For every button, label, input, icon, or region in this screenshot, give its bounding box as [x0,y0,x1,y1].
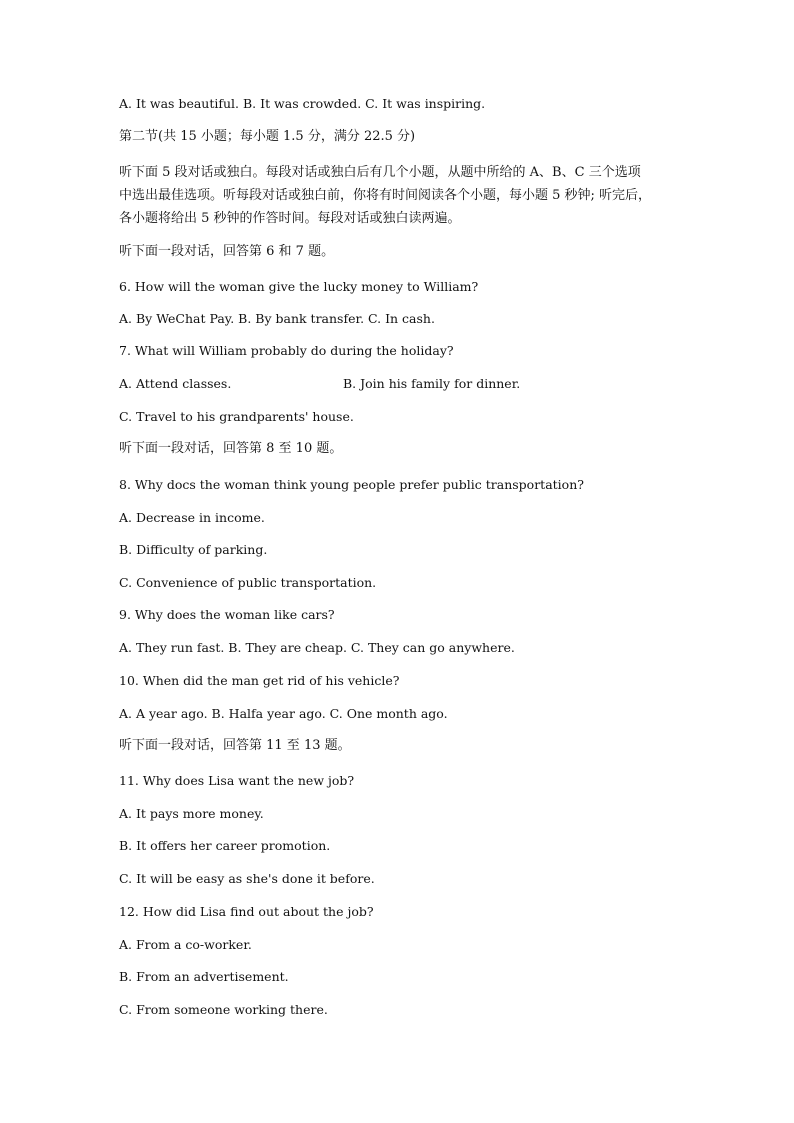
question-11-option-a: A. It pays more money. [119,806,264,821]
dialogue-6-7-heading: 听下面一段对话，回答第 6 和 7 题。 [119,244,335,259]
question-9: 9. Why does the woman like cars? [119,607,335,622]
question-12-option-a: A. From a co-worker. [119,937,252,952]
question-10: 10. When did the man get rid of his vehicle? [119,673,400,688]
question-12: 12. How did Lisa find out about the job? [119,904,374,919]
question-11-option-b: B. It offers her career promotion. [119,838,331,853]
question-8-option-c: C. Convenience of public transportation. [119,575,377,590]
q5-options: A. It was beautiful. B. It was crowded. C. It was inspiring. [119,96,486,111]
question-9-options: A. They run fast. B. They are cheap. C. They can go anywhere. [119,640,515,655]
question-7: 7. What will William probably do during the holiday? [119,343,454,358]
question-7-option-b: B. Join his family for dinner. [343,376,521,391]
question-6-options: A. By WeChat Pay. B. By bank transfer. C. In cash. [119,311,435,326]
question-12-option-b: B. From an advertisement. [119,969,289,984]
dialogue-8-10-heading: 听下面一段对话，回答第 8 至 10 题。 [119,441,343,456]
question-12-option-c: C. From someone working there. [119,1002,328,1017]
question-11-option-c: C. It will be easy as she's done it before. [119,871,375,886]
question-8-option-a: A. Decrease in income. [119,510,265,525]
section-heading: 第二节(共 15 小题；每小题 1.5 分，满分 22.5 分) [119,129,416,144]
instructions-line-2: 中选出最佳选项。听每段对话或独白前，你将有时间阅读各个小题，每小题 5 秒钟; 听完后， [119,188,652,203]
question-8-option-b: B. Difficulty of parking. [119,542,268,557]
question-8: 8. Why docs the woman think young people prefer public transportation? [119,477,584,492]
dialogue-11-13-heading: 听下面一段对话，回答第 11 至 13 题。 [119,738,351,753]
question-10-options: A. A year ago. B. Halfa year ago. C. One month ago. [119,706,448,721]
instructions-line-1: 听下面 5 段对话或独白。每段对话或独白后有几个小题，从题中所给的 A、B、C 三个选项 [119,165,641,180]
question-6: 6. How will the woman give the lucky money to William? [119,279,479,294]
question-7-option-c: C. Travel to his grandparents' house. [119,409,354,424]
question-11: 11. Why does Lisa want the new job? [119,773,355,788]
question-7-option-a: A. Attend classes. [119,376,232,391]
section-instructions [119,161,684,230]
instructions-line-3: 各小题将给出 5 秒钟的作答时间。每段对话或独白读两遍。 [119,211,461,226]
